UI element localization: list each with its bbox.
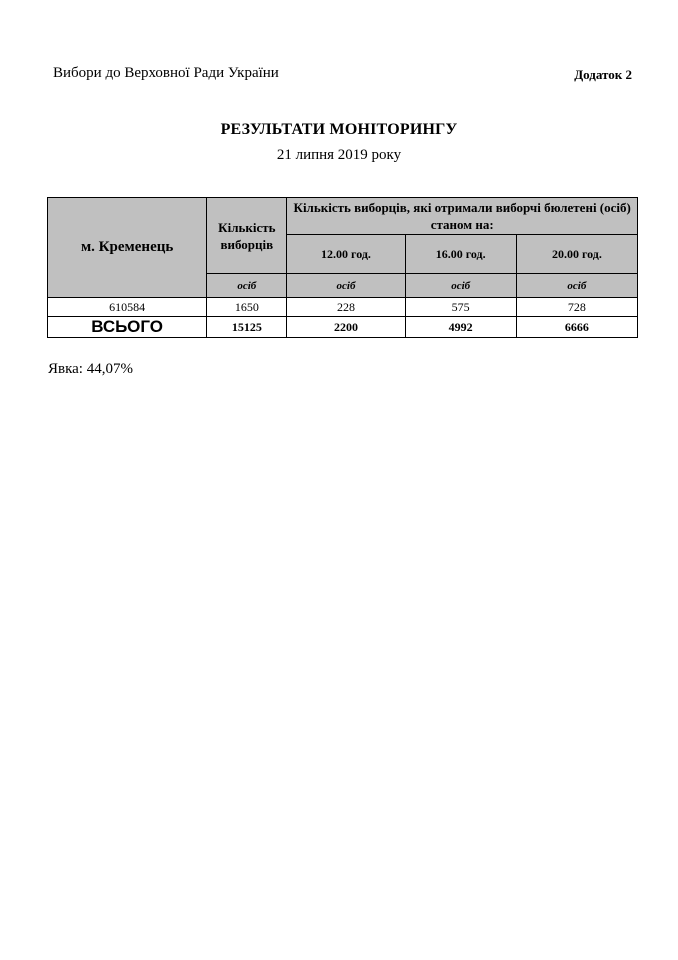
time-header-16: 16.00 год. <box>405 235 516 274</box>
header-appendix-label: Додаток 2 <box>574 67 632 82</box>
header-election-title: Вибори до Верховної Ради України <box>53 65 279 81</box>
report-date: 21 липня 2019 року <box>276 147 402 163</box>
page-title: РЕЗУЛЬТАТИ МОНІТОРИНГУ <box>220 121 458 138</box>
total-ballots-16: 4992 <box>405 317 516 338</box>
unit-label-16: осіб <box>405 274 516 298</box>
unit-label-voters: осіб <box>207 274 287 298</box>
total-ballots-12: 2200 <box>287 317 405 338</box>
table-row <box>48 298 638 317</box>
time-header-20: 20.00 год. <box>516 235 637 274</box>
total-voters: 15125 <box>207 317 287 338</box>
station-ballots-20: 728 <box>516 298 637 317</box>
time-header-12: 12.00 год. <box>287 235 405 274</box>
voters-count-header: Кількість виборців <box>207 198 287 274</box>
station-voters: 1650 <box>207 298 287 317</box>
station-number: 610584 <box>48 298 207 317</box>
station-ballots-12: 228 <box>287 298 405 317</box>
station-ballots-16: 575 <box>405 298 516 317</box>
turnout-text: Явка: 44,07% <box>48 361 133 377</box>
total-ballots-20: 6666 <box>516 317 637 338</box>
unit-label-20: осіб <box>516 274 637 298</box>
city-header: м. Кременець <box>48 198 207 298</box>
total-label: ВСЬОГО <box>48 317 207 338</box>
unit-label-12: осіб <box>287 274 405 298</box>
ballots-received-header: Кількість виборців, які отримали виборчі бюлетені (осіб) станом на: <box>287 198 638 235</box>
monitoring-results-table <box>47 197 638 338</box>
total-row <box>48 317 638 338</box>
